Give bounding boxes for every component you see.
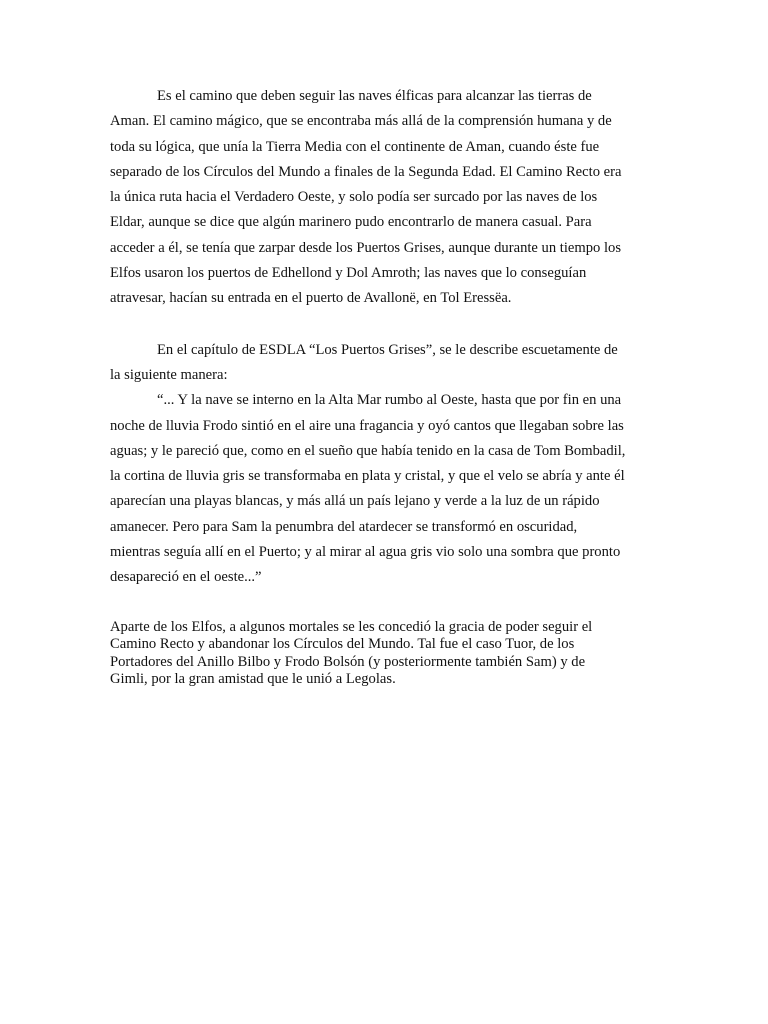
text-line: “... Y la nave se interno en la Alta Mar rumbo al Oeste, hasta que por fin en una (157, 392, 622, 409)
paragraph-esdla-intro (110, 338, 658, 389)
text-line: Elfos usaron los puertos de Edhellond y Dol Amroth; las naves que lo conseguían (110, 265, 587, 282)
text-line: acceder a él, se tenía que zarpar desde los Puertos Grises, aunque durante un tiempo los (110, 239, 622, 256)
paragraph-camino-recto (110, 84, 658, 312)
text-line: Aparte de los Elfos, a algunos mortales se les concedió la gracia de poder seguir el (110, 618, 593, 635)
text-line: Gimli, por la gran amistad que le unió a Legolas. (110, 671, 396, 688)
text-line: la cortina de lluvia gris se transformaba en plata y cristal, y que el velo se abría y ante él (110, 468, 625, 485)
text-line: mientras seguía allí en el Puerto; y al mirar al agua gris vio solo una sombra que pronto (110, 544, 621, 561)
paragraph-quote (110, 388, 658, 590)
text-line: atravesar, hacían su entrada en el puerto de Avallonë, en Tol Eressëa. (110, 290, 512, 307)
text-line: Aman. El camino mágico, que se encontraba más allá de la comprensión humana y de (110, 113, 612, 130)
text-line: toda su lógica, que unía la Tierra Media con el continente de Aman, cuando éste fue (110, 138, 600, 155)
text-line: separado de los Círculos del Mundo a finales de la Segunda Edad. El Camino Recto era (110, 163, 622, 180)
text-line: Eldar, aunque se dice que algún marinero pudo encontrarlo de manera casual. Para (110, 214, 592, 231)
text-line: aguas; y le pareció que, como en el sueño que había tenido en la casa de Tom Bombadil, (110, 442, 626, 459)
text-line: amanecer. Pero para Sam la penumbra del atardecer se transformó en oscuridad, (110, 518, 578, 535)
text-line: Camino Recto y abandonar los Círculos del Mundo. Tal fue el caso Tuor, de los (110, 636, 575, 653)
document-body (110, 84, 658, 689)
text-line: aparecían una playas blancas, y más allá un país lejano y verde a la luz de un rápido (110, 493, 600, 510)
paragraph-mortales (110, 619, 658, 689)
text-line: la única ruta hacia el Verdadero Oeste, y solo podía ser surcado por las naves de los (110, 189, 598, 206)
text-line: noche de lluvia Frodo sintió en el aire una fragancia y oyó cantos que llegaban sobre las (110, 417, 624, 434)
text-line: la siguiente manera: (110, 366, 228, 383)
text-line: desapareció en el oeste...” (110, 569, 262, 586)
text-line: Portadores del Anillo Bilbo y Frodo Bolsón (y posteriormente también Sam) y de (110, 653, 586, 670)
text-line: En el capítulo de ESDLA “Los Puertos Grises”, se le describe escuetamente de (157, 341, 618, 358)
text-line: Es el camino que deben seguir las naves élficas para alcanzar las tierras de (157, 88, 592, 104)
